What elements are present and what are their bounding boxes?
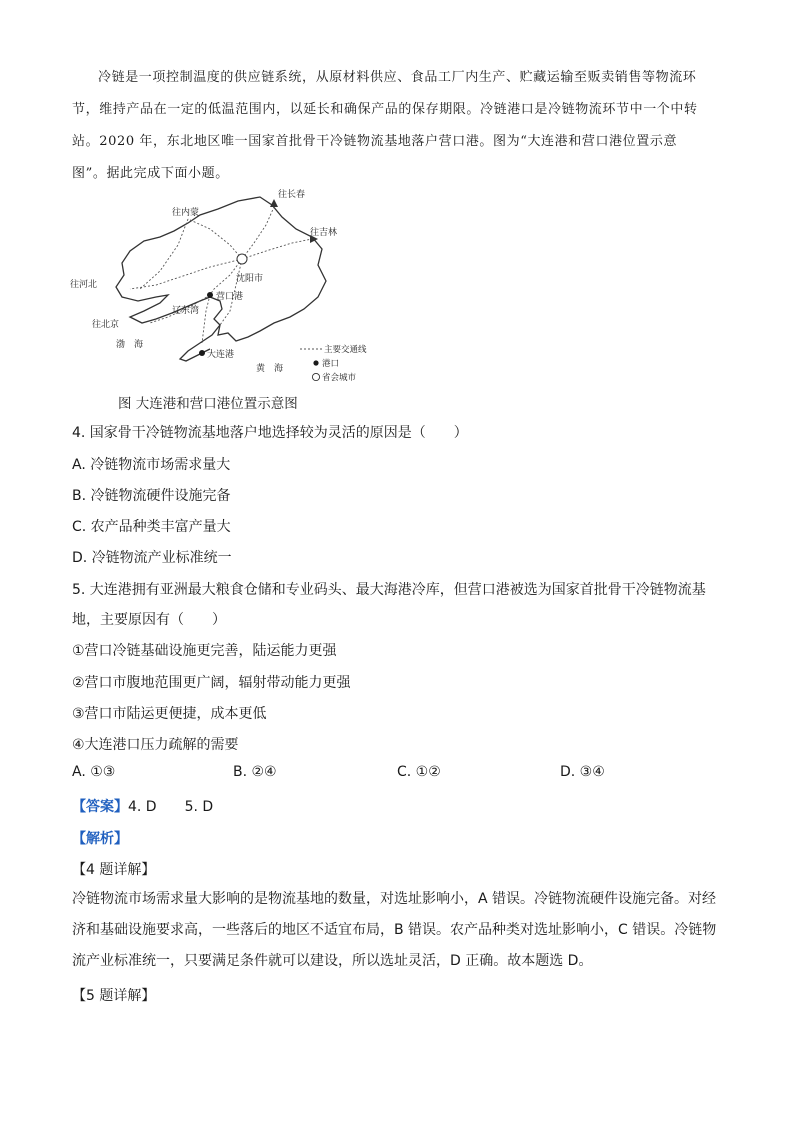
intro-paragraph — [72, 62, 722, 190]
legend-capital-label: 省会城市 — [322, 373, 357, 383]
analysis-label-line — [72, 828, 128, 848]
label-jilin: 往吉林 — [310, 228, 338, 238]
legend-road-label: 主要交通线 — [324, 345, 367, 355]
q5-item-1: ①营口冷链基础设施更完善，陆运能力更强 — [72, 643, 337, 659]
province-outline — [116, 197, 326, 341]
label-beijing: 往北京 — [92, 320, 120, 330]
map-legend — [300, 344, 367, 383]
analysis-label: 【解析】 — [72, 831, 128, 847]
legend-capital-icon — [312, 373, 319, 380]
q5-stem-line-2: 地，主要原因有（ ） — [72, 612, 226, 628]
q4-option-c: C. 农产品种类丰富产量大 — [72, 519, 231, 535]
label-changchun: 往长春 — [278, 190, 306, 200]
q4-option-d: D. 冷链物流产业标准统一 — [72, 550, 232, 566]
location-map — [60, 185, 380, 415]
q4-detail-heading: 【4 题详解】 — [72, 862, 156, 878]
answer-line — [72, 796, 213, 816]
yingkou-port-icon — [207, 292, 213, 298]
q5-stem-line-1: 5. 大连港拥有亚洲最大粮食仓储和专业码头、最大海港冷库，但营口港被选为国家首批骨干冷链物流基 — [72, 582, 706, 598]
legend-port-icon — [313, 360, 318, 365]
intro-line-4: 图”。据此完成下面小题。 — [72, 166, 229, 181]
answer-text: 4. D 5. D — [128, 799, 214, 815]
label-neimenggu: 往内蒙 — [172, 208, 200, 218]
label-liaodongwan: 辽东湾 — [172, 306, 200, 316]
answer-label: 【答案】 — [72, 799, 128, 815]
intro-line-3: 站。2020 年，东北地区唯一国家首批骨干冷链物流基地落户营口港。图为“大连港和营口港位置示意 — [72, 134, 678, 149]
legend-port-label: 港口 — [322, 359, 340, 369]
q5-item-3: ③营口市陆运更便捷，成本更低 — [72, 706, 267, 722]
q4-option-b: B. 冷链物流硬件设施完备 — [72, 488, 231, 504]
q5-option-c: C. ①② — [397, 764, 441, 780]
map-svg — [60, 185, 380, 395]
arrow-changchun-icon — [270, 199, 278, 207]
transport-lines — [130, 207, 312, 343]
q4-option-a: A. 冷链物流市场需求量大 — [72, 457, 231, 473]
intro-line-2: 节，维持产品在一定的低温范围内，以延长和确保产品的保存期限。冷链港口是冷链物流环节中一个中转 — [72, 102, 698, 117]
intro-line-1: 冷链是一项控制温度的供应链系统，从原材料供应、食品工厂内生产、贮藏运输至贩卖销售等物流环 — [98, 70, 697, 85]
map-caption: 图 大连港和营口港位置示意图 — [118, 396, 298, 412]
q5-option-a: A. ①③ — [72, 764, 116, 780]
q4-stem: 4. 国家骨干冷链物流基地落户地选择较为灵活的原因是（ ） — [72, 425, 468, 441]
q4-detail-line-3: 流产业标准统一，只要满足条件就可以建设，所以选址灵活，D 正确。故本题选 D。 — [72, 953, 593, 969]
dalian-port-icon — [199, 350, 205, 356]
label-hebei: 往河北 — [70, 280, 98, 290]
label-bohai: 渤 海 — [116, 340, 144, 350]
q4-detail-line-1: 冷链物流市场需求量大影响的是物流基地的数量，对选址影响小，A 错误。冷链物流硬件设施完备。对经 — [72, 891, 717, 907]
shenyang-capital-icon — [237, 254, 247, 264]
label-dalian: 大连港 — [207, 350, 235, 360]
q5-option-d: D. ③④ — [560, 764, 605, 780]
q4-detail-line-2: 济和基础设施要求高，一些落后的地区不适宜布局，B 错误。农产品种类对选址影响小，C 错误。冷链物 — [72, 922, 717, 938]
q5-detail-heading: 【5 题详解】 — [72, 988, 156, 1004]
label-huanghai: 黄 海 — [256, 364, 284, 374]
q5-item-2: ②营口市腹地范围更广阔，辐射带动能力更强 — [72, 675, 351, 691]
q5-item-4: ④大连港口压力疏解的需要 — [72, 737, 239, 753]
q5-option-b: B. ②④ — [233, 764, 277, 780]
label-yingkou: 营口港 — [216, 292, 244, 302]
label-shenyang: 沈阳市 — [236, 274, 264, 284]
q4-detail-paragraph — [72, 884, 722, 977]
